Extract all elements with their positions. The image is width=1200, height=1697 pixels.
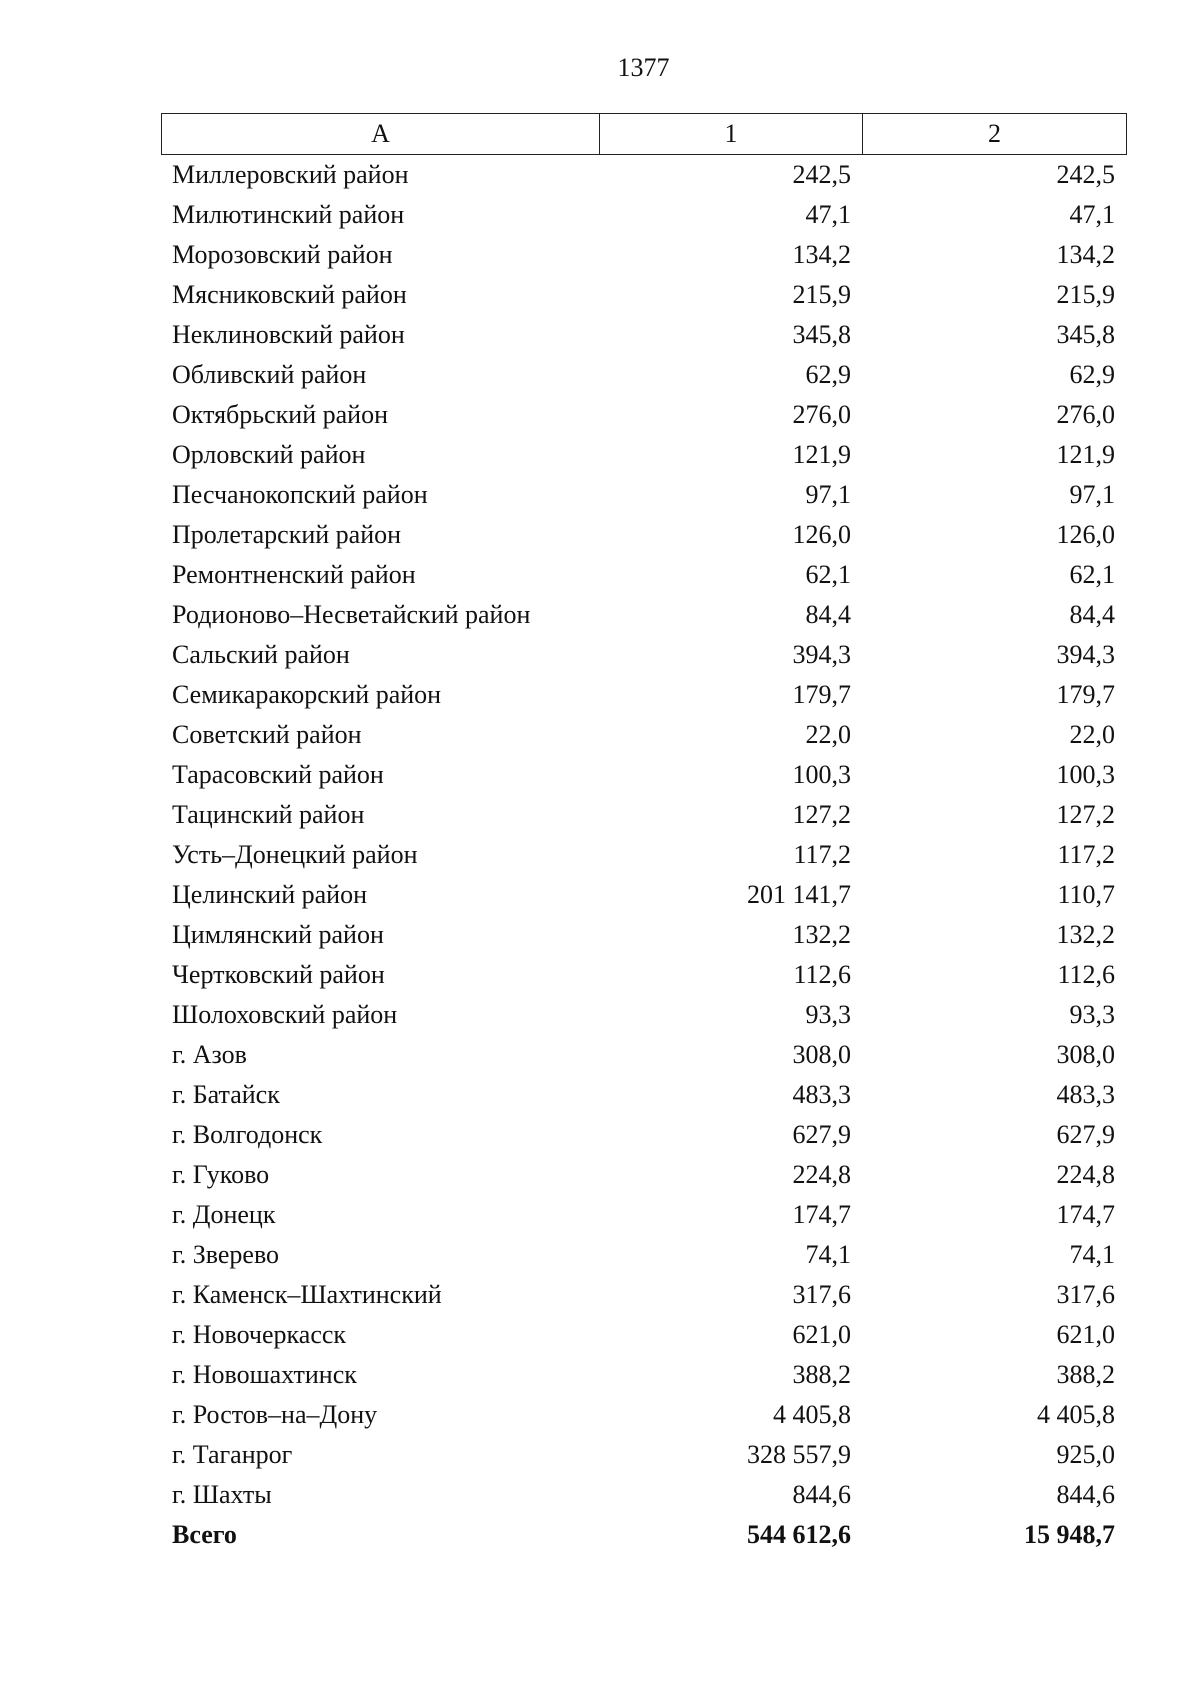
row-value-col2: 127,2 bbox=[1056, 800, 1115, 829]
row-name: г. Новочеркасск bbox=[172, 1320, 347, 1349]
row-name: Орловский район bbox=[172, 440, 366, 469]
row-value-col2: 925,0 bbox=[1056, 1440, 1115, 1469]
row-name: Обливский район bbox=[172, 360, 367, 389]
row-name: Песчанокопский район bbox=[172, 480, 428, 509]
row-name: Целинский район bbox=[172, 880, 367, 909]
table-row bbox=[161, 795, 1126, 835]
table-row bbox=[161, 395, 1126, 435]
row-name: Октябрьский район bbox=[172, 400, 388, 429]
row-value-col2: 621,0 bbox=[1056, 1320, 1115, 1349]
row-value-col2: 224,8 bbox=[1056, 1160, 1115, 1189]
column-header-2: 2 bbox=[863, 114, 1127, 155]
row-value-col2: 179,7 bbox=[1056, 680, 1115, 709]
total-value-col2: 15 948,7 bbox=[1024, 1520, 1115, 1549]
row-value-col2: 4 405,8 bbox=[1037, 1400, 1115, 1429]
row-value-col1: 127,2 bbox=[792, 800, 851, 829]
row-value-col2: 276,0 bbox=[1056, 400, 1115, 429]
table-row bbox=[161, 195, 1126, 235]
table-row bbox=[161, 355, 1126, 395]
row-value-col2: 132,2 bbox=[1056, 920, 1115, 949]
table-row bbox=[161, 435, 1126, 475]
row-name: г. Гуково bbox=[172, 1160, 270, 1189]
row-value-col1: 276,0 bbox=[792, 400, 851, 429]
row-value-col2: 844,6 bbox=[1056, 1480, 1115, 1509]
row-value-col1: 215,9 bbox=[792, 280, 851, 309]
table-row bbox=[161, 955, 1126, 995]
row-name: г. Батайск bbox=[172, 1080, 280, 1109]
table-row bbox=[161, 755, 1126, 795]
table-row bbox=[161, 315, 1126, 355]
row-value-col2: 308,0 bbox=[1056, 1040, 1115, 1069]
table-row bbox=[161, 835, 1126, 875]
row-value-col1: 317,6 bbox=[792, 1280, 851, 1309]
table-row bbox=[161, 595, 1126, 635]
row-name: Шолоховский район bbox=[172, 1000, 398, 1029]
row-value-col2: 93,3 bbox=[1069, 1000, 1115, 1029]
total-row bbox=[161, 1515, 1126, 1555]
table-row bbox=[161, 915, 1126, 955]
row-name: Цимлянский район bbox=[172, 920, 384, 949]
row-name: г. Новошахтинск bbox=[172, 1360, 357, 1389]
column-header-1: 1 bbox=[600, 114, 863, 155]
row-name: Пролетарский район bbox=[172, 520, 402, 549]
total-value-col1: 544 612,6 bbox=[747, 1520, 851, 1549]
table-row bbox=[161, 235, 1126, 275]
row-value-col2: 174,7 bbox=[1056, 1200, 1115, 1229]
row-name: Родионово–Несветайский район bbox=[172, 600, 531, 629]
row-value-col2: 110,7 bbox=[1057, 880, 1115, 909]
row-value-col1: 84,4 bbox=[805, 600, 851, 629]
row-name: Семикаракорский район bbox=[172, 680, 442, 709]
row-value-col2: 483,3 bbox=[1056, 1080, 1115, 1109]
row-value-col1: 483,3 bbox=[792, 1080, 851, 1109]
row-value-col1: 388,2 bbox=[792, 1360, 851, 1389]
row-value-col2: 627,9 bbox=[1056, 1120, 1115, 1149]
row-name: Милютинский район bbox=[172, 200, 405, 229]
row-value-col2: 74,1 bbox=[1069, 1240, 1115, 1269]
table-row bbox=[161, 635, 1126, 675]
row-value-col2: 121,9 bbox=[1056, 440, 1115, 469]
row-value-col1: 100,3 bbox=[792, 760, 851, 789]
row-value-col1: 62,1 bbox=[805, 560, 851, 589]
row-value-col1: 132,2 bbox=[792, 920, 851, 949]
page-number: 1377 bbox=[617, 53, 670, 82]
row-value-col1: 394,3 bbox=[792, 640, 851, 669]
table-row bbox=[161, 1235, 1126, 1275]
row-value-col2: 126,0 bbox=[1056, 520, 1115, 549]
row-name: Ремонтненский район bbox=[172, 560, 416, 589]
table-row bbox=[161, 1035, 1126, 1075]
table-row bbox=[161, 155, 1126, 195]
row-value-col2: 112,6 bbox=[1057, 960, 1115, 989]
row-name: г. Донецк bbox=[172, 1200, 276, 1229]
table-row bbox=[161, 1115, 1126, 1155]
row-value-col2: 134,2 bbox=[1056, 240, 1115, 269]
row-value-col1: 201 141,7 bbox=[747, 880, 851, 909]
row-value-col2: 47,1 bbox=[1069, 200, 1115, 229]
row-value-col2: 317,6 bbox=[1056, 1280, 1115, 1309]
row-value-col1: 112,6 bbox=[793, 960, 851, 989]
table-row bbox=[161, 1195, 1126, 1235]
row-value-col1: 126,0 bbox=[792, 520, 851, 549]
row-value-col2: 62,1 bbox=[1069, 560, 1115, 589]
table-row bbox=[161, 715, 1126, 755]
row-value-col1: 93,3 bbox=[805, 1000, 851, 1029]
row-name: г. Шахты bbox=[172, 1480, 272, 1509]
row-name: г. Волгодонск bbox=[172, 1120, 323, 1149]
row-value-col1: 621,0 bbox=[792, 1320, 851, 1349]
row-value-col1: 121,9 bbox=[792, 440, 851, 469]
table-row bbox=[161, 1475, 1126, 1515]
table-row bbox=[161, 1075, 1126, 1115]
row-value-col1: 47,1 bbox=[805, 200, 851, 229]
table-row bbox=[161, 1435, 1126, 1475]
row-value-col2: 117,2 bbox=[1057, 840, 1115, 869]
row-name: Тацинский район bbox=[172, 800, 365, 829]
table-row bbox=[161, 275, 1126, 315]
table-row bbox=[161, 875, 1126, 915]
row-value-col1: 22,0 bbox=[805, 720, 851, 749]
row-name: г. Ростов–на–Дону bbox=[172, 1400, 378, 1429]
row-value-col2: 97,1 bbox=[1069, 480, 1115, 509]
row-value-col1: 224,8 bbox=[792, 1160, 851, 1189]
row-name: Тарасовский район bbox=[172, 760, 384, 789]
row-name: Чертковский район bbox=[172, 960, 385, 989]
column-header-a: А bbox=[162, 114, 600, 155]
row-value-col1: 134,2 bbox=[792, 240, 851, 269]
row-value-col1: 4 405,8 bbox=[773, 1400, 851, 1429]
row-name: Советский район bbox=[172, 720, 362, 749]
table-row bbox=[161, 555, 1126, 595]
row-value-col1: 242,5 bbox=[792, 160, 851, 189]
table-row bbox=[161, 475, 1126, 515]
table-row bbox=[161, 1315, 1126, 1355]
row-value-col1: 308,0 bbox=[792, 1040, 851, 1069]
row-value-col1: 74,1 bbox=[805, 1240, 851, 1269]
table-header bbox=[161, 113, 1127, 155]
row-value-col2: 22,0 bbox=[1069, 720, 1115, 749]
row-value-col1: 345,8 bbox=[792, 320, 851, 349]
row-name: г. Каменск–Шахтинский bbox=[172, 1280, 442, 1309]
row-value-col1: 627,9 bbox=[792, 1120, 851, 1149]
row-value-col2: 388,2 bbox=[1056, 1360, 1115, 1389]
row-name: Мясниковский район bbox=[172, 280, 407, 309]
table-row bbox=[161, 1355, 1126, 1395]
row-name: г. Азов bbox=[172, 1040, 247, 1069]
row-value-col1: 328 557,9 bbox=[747, 1440, 851, 1469]
data-table bbox=[161, 155, 1126, 1555]
table-body bbox=[161, 155, 1126, 1555]
row-name: г. Таганрог bbox=[172, 1440, 293, 1469]
table-row bbox=[161, 1155, 1126, 1195]
table-row bbox=[161, 995, 1126, 1035]
row-value-col1: 174,7 bbox=[792, 1200, 851, 1229]
table-row bbox=[161, 515, 1126, 555]
row-name: Усть–Донецкий район bbox=[172, 840, 418, 869]
row-name: Морозовский район bbox=[172, 240, 393, 269]
row-value-col1: 97,1 bbox=[805, 480, 851, 509]
table-row bbox=[161, 675, 1126, 715]
row-value-col1: 179,7 bbox=[792, 680, 851, 709]
row-value-col2: 62,9 bbox=[1069, 360, 1115, 389]
row-value-col2: 345,8 bbox=[1056, 320, 1115, 349]
table-row bbox=[161, 1395, 1126, 1435]
row-name: Сальский район bbox=[172, 640, 350, 669]
row-name: Неклиновский район bbox=[172, 320, 405, 349]
table-row bbox=[161, 1275, 1126, 1315]
row-name: г. Зверево bbox=[172, 1240, 280, 1269]
row-name: Миллеровский район bbox=[172, 160, 409, 189]
row-value-col1: 62,9 bbox=[805, 360, 851, 389]
total-label: Всего bbox=[172, 1520, 237, 1549]
row-value-col2: 242,5 bbox=[1056, 160, 1115, 189]
row-value-col2: 394,3 bbox=[1056, 640, 1115, 669]
row-value-col1: 117,2 bbox=[793, 840, 851, 869]
row-value-col1: 844,6 bbox=[792, 1480, 851, 1509]
row-value-col2: 100,3 bbox=[1056, 760, 1115, 789]
row-value-col2: 215,9 bbox=[1056, 280, 1115, 309]
row-value-col2: 84,4 bbox=[1069, 600, 1115, 629]
